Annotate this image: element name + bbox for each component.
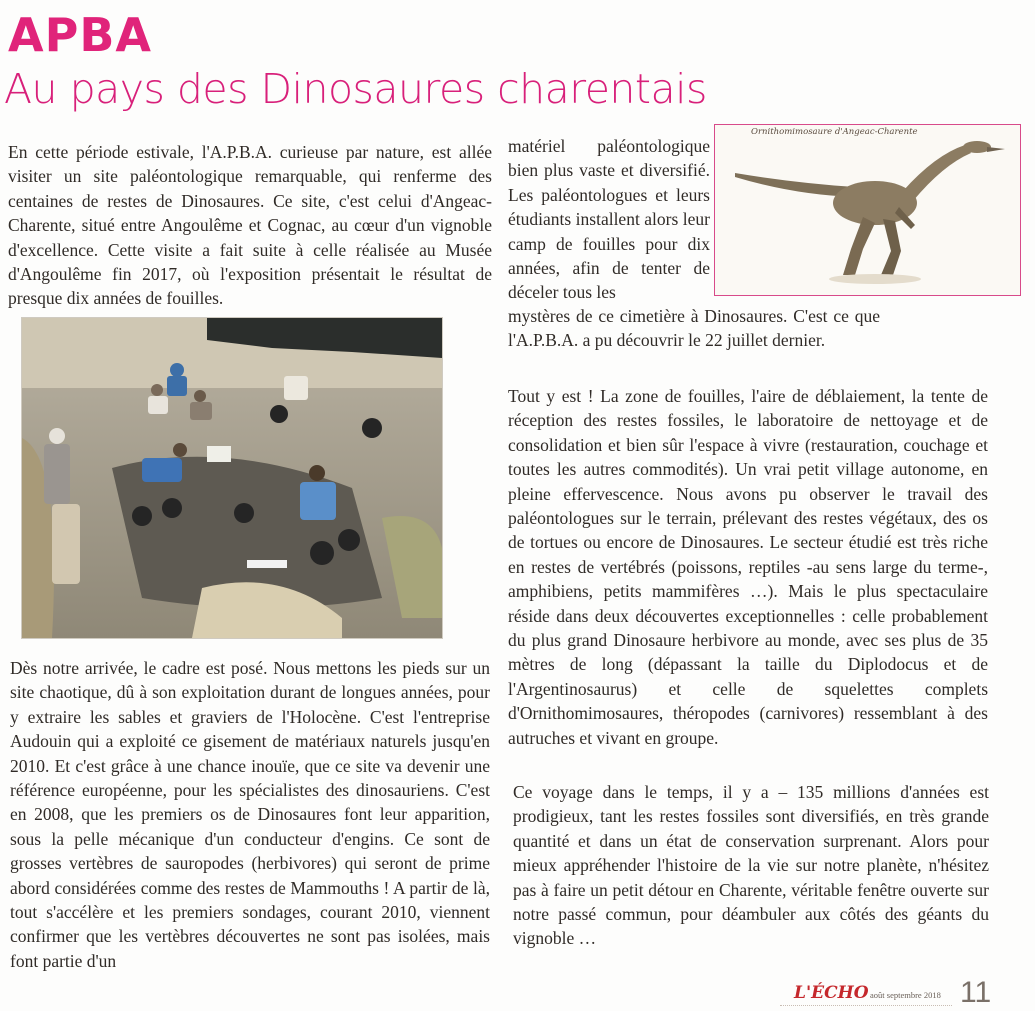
paragraph-continuation-b: mystères de ce cimetière à Dinosaures. C'est ce que l'A.P.B.A. a pu découvrir le 22 juillet dernier. (508, 306, 880, 351)
issue-date: août septembre 2018 (870, 990, 941, 1000)
org-title: APBA (8, 8, 152, 62)
page-number: 11 (960, 976, 992, 1009)
magazine-name: L'ÉCHO (794, 983, 869, 1003)
paragraph-arrival: Dès notre arrivée, le cadre est posé. Nous mettons les pieds sur un site chaotique, dû à son exploitation durant de longues années, pour y extraire les sables et graviers de l'Holocène. C'est l'entreprise Audouin qui a exploité ce gisement de matériaux naturels jusqu'en 2010. Et c'est grâce à une chance inouïe, que ce site va devenir une référence européenne, pour les spécialistes des dinosauriens. C'est en 2008, que les premiers os de Dinosaures font leur apparition, sous la pelle mécanique d'un conducteur d'engins. Ce sont de grosses vertèbres de sauropodes (herbivores) qui seront de prime abord considérées comme des restes de Mammouths ! A partir de là, tout s'accélère et les premiers sondages, courant 2010, viennent confirmer que les vertèbres découvertes ne sont pas isolées, mais font partie d'un (10, 658, 490, 971)
illustration-caption: Ornithomimosaure d'Angeac-Charente (751, 127, 918, 137)
footer-divider (780, 1005, 952, 1006)
dinosaur-illustration (714, 124, 1021, 296)
paragraph-intro: En cette période estivale, l'A.P.B.A. curieuse par nature, est allée visiter un site paléontologique remarquable, qui renferme des centaines de restes de Dinosaures. Ce site, c'est celui d'Angeac-Charente, situé entre Angoulême et Cognac, au cœur d'un vignoble d'excellence. Cette visite a fait suite à celle réalisée au Musée d'Angoulême fin 2017, où l'exposition présentait le résultat de presque dix années de fouilles. (8, 142, 492, 309)
article-headline: Au pays des Dinosaures charentais (4, 65, 707, 113)
page-footer (780, 975, 1020, 1009)
paragraph-site-description: Tout y est ! La zone de fouilles, l'aire de déblaiement, la tente de réception des restes fossiles, le laboratoire de nettoyage et de consolidation et bien sûr l'espace à vivre (restauration, couchage et toutes les autres commodités). Un vrai petit village autonome, en pleine effervescence. Nous avons pu observer le travail des paléontologues sur le terrain, prélevant des restes végétaux, des os de tortues ou encore de Dinosaures. Le secteur étudié est très riche en restes de vertébrés (poissons, reptiles -au sens large du terme-, amphibiens, petits mammifères …). Mais le plus spectaculaire réside dans deux découvertes exceptionnelles : celle probablement du plus grand Dinosaure herbivore au monde, avec ses plus de 35 mètres de long (dépassant la taille du Diplodocus et de l'Argentinosaurus) et celle de squelettes complets d'Ornithomimosaures, théropodes (carnivores) ressemblant à des autruches et vivant en groupe. (508, 386, 988, 748)
paragraph-journey: Ce voyage dans le temps, il y a – 135 millions d'années est prodigieux, tant les restes fossiles sont diversifiés, en très grande quantité et dans un état de conservation surprenant. Alors pour mieux appréhender l'histoire de la vie sur notre planète, n'hésitez pas à faire un petit détour en Charente, véritable fenêtre ouverte sur notre passé commun, pour déambuler aux côtés des géants du vignoble … (513, 782, 989, 949)
excavation-photo (22, 318, 442, 638)
paragraph-continuation-a: matériel paléontologique bien plus vaste et diversifié. Les paléontologues et leurs étudiants installent alors leur camp de fouilles pour dix années, afin de tenter de déceler tous les (508, 136, 710, 303)
